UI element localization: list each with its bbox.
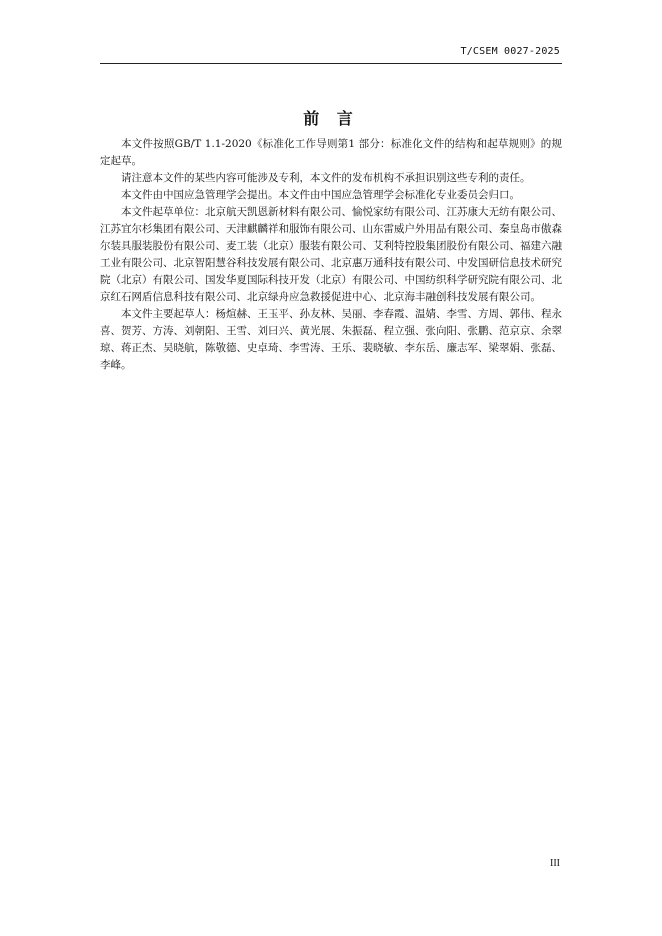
- paragraph-patent-notice: 请注意本文件的某些内容可能涉及专利，本文件的发布机构不承担识别这些专利的责任。: [121, 172, 531, 184]
- paragraph-drafting-basis: 本文件按照GB/T 1.1-2020《标准化工作导则第1 部分：标准化文件的结构和起草规则》的规定起草。: [100, 138, 562, 167]
- foreword-body: [100, 136, 562, 374]
- header-divider: [100, 63, 562, 64]
- section-title: 前 言: [303, 109, 359, 128]
- paragraph-drafting-units: 本文件起草单位：北京航天凯恩新材料有限公司、愉悦家纺有限公司、江苏康大无纺有限公司、江苏宜尔杉集团有限公司、天津麒麟祥和服饰有限公司、山东雷威户外用品有限公司、秦皇岛市傲森尔装具服装股份有限公司、麦工装（北京）服装有限公司、艾利特控股集团股份有限公司、福建六融工业有限公司、北京智阳慧谷科技发展有限公司、北京惠万通科技有限公司、中发国研信息技术研究院（北京）有限公司、国发华夏国际科技开发（北京）有限公司、中国纺织科学研究院有限公司、北京红石网盾信息科技有限公司、北京绿舟应急救援促进中心、北京海丰融创科技发展有限公司。: [100, 206, 562, 303]
- document-code: T/CSEM 0027-2025: [460, 46, 560, 57]
- paragraph-proposer: 本文件由中国应急管理学会提出。本文件由中国应急管理学会标准化专业委员会归口。: [121, 189, 520, 201]
- paragraph-drafters: 本文件主要起草人：杨煊赫、王玉平、孙友林、吴丽、李春霞、温婧、李雪、方周、郭伟、程永喜、贺芳、方涛、刘朝阳、王雪、刘曰兴、黄光展、朱振磊、程立强、张向阳、张鹏、范京京、余翠琼、蒋正杰、吴晓航，陈敬德、史卓琦、李雪涛、王乐、裴晓敏、李东岳、廉志军、梁翠娟、张磊、李峰。: [100, 308, 562, 371]
- page-number: III: [550, 858, 560, 869]
